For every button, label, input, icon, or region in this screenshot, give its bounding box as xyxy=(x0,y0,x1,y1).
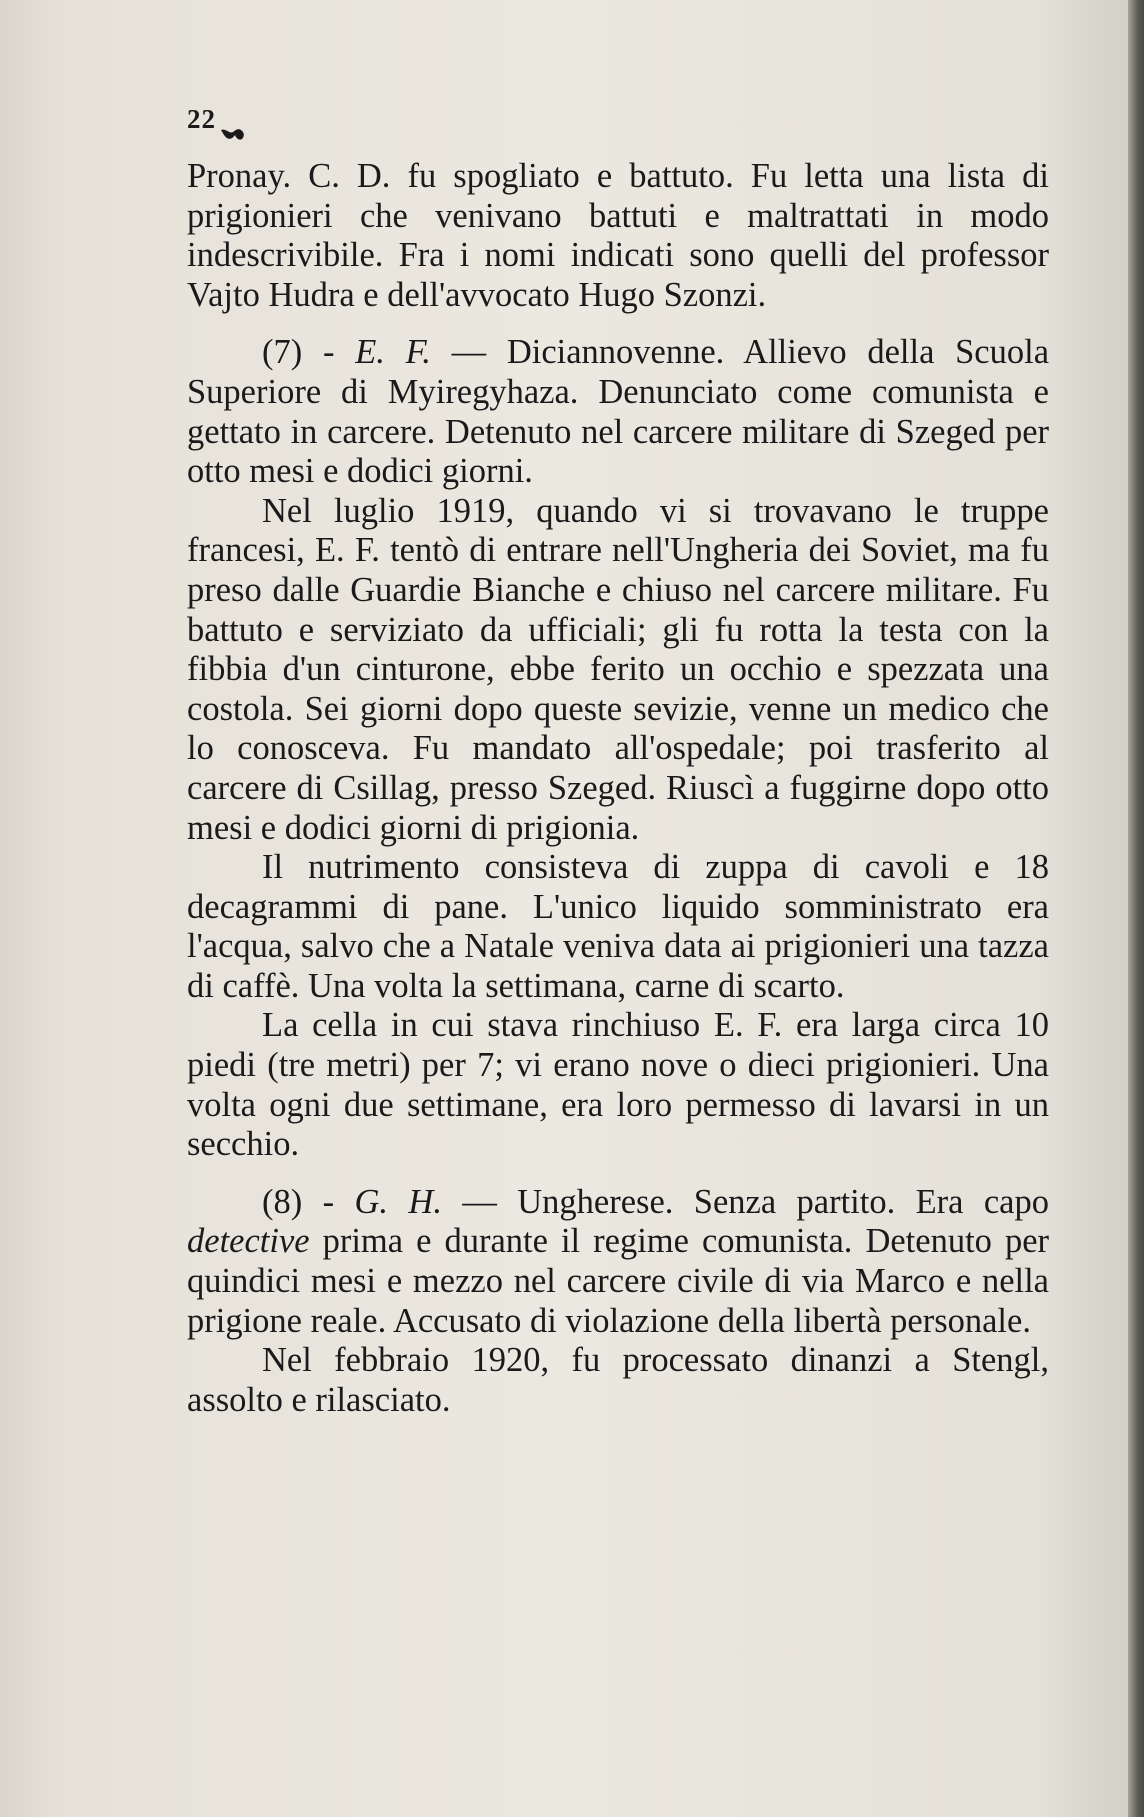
paragraph-2-text: — Diciannovenne. Allievo della Scuola Superiore di Myiregyhaza. Denunciato come comunista e gettato in carcere. Detenuto nel carcere militare di Szeged per otto mesi e dodici giorni. xyxy=(187,333,1050,491)
paragraph-6-text-b: prima e durante il regime comunista. Detenuto per quindici mesi e mezzo nel carcere civile di via Marco e nella prigione reale. Accusato di violazione della libertà personale. xyxy=(187,1222,1049,1340)
page-text xyxy=(187,100,1049,1420)
leaf-ornament-icon xyxy=(220,112,246,128)
paragraph-6 xyxy=(187,1183,1049,1341)
paragraph-3-text: Nel luglio 1919, quando vi si trovavano le truppe francesi, E. F. tentò di entrare nell'Ungheria dei Soviet, ma fu preso dalle Guardie Bianche e chiuso nel carcere militare. Fu battuto e serviziato da ufficiali; gli fu rotta la testa con la fibbia d'un cinturone, ebbe ferito un occhio e spezzata una costola. Sei giorni dopo queste sevizie, venne un medico che lo conosceva. Fu mandato all'ospedale; poi trasferito al carcere di Csillag, presso Szeged. Riuscì a fuggirne dopo otto mesi e dodici giorni di prigionia. xyxy=(187,491,1049,847)
paragraph-1-text: Pronay. C. D. fu spogliato e battuto. Fu letta una lista di prigionieri che venivano battuti e maltrattati in modo indescrivibile. Fra i nomi indicati sono quelli del professor Vajto Hudra e dell'avvocato Hugo Szonzi. xyxy=(187,157,1049,314)
paragraph-6-text-a: — Ungherese. Senza partito. Era capo xyxy=(441,1182,1049,1221)
paragraph-7 xyxy=(187,1341,1049,1420)
paragraph-7-text: Nel febbraio 1920, fu processato dinanzi a Stengl, assolto e rilasciato. xyxy=(187,1341,1049,1419)
entry-initials: G. H. xyxy=(354,1182,442,1221)
paragraph-2 xyxy=(187,333,1049,491)
entry-initials: E. F. xyxy=(355,333,431,372)
paragraph-4 xyxy=(187,848,1049,1006)
paragraph-4-text: Il nutrimento consisteva di zuppa di cavoli e 18 decagrammi di pane. L'unico liquido somministrato era l'acqua, salvo che a Natale veniva data ai prigionieri una tazza di caffè. Una volta la settimana, carne di scarto. xyxy=(187,848,1049,1005)
page-edge-shadow xyxy=(1128,0,1144,1817)
running-head xyxy=(187,100,1049,140)
entry-number: (7) - xyxy=(262,333,356,372)
paragraph-3 xyxy=(187,492,1049,848)
page-number: 22 xyxy=(187,104,216,135)
paragraph-5 xyxy=(187,1006,1049,1164)
paragraph-5-text: La cella in cui stava rinchiuso E. F. era larga circa 10 piedi (tre metri) per 7; vi erano nove o dieci prigionieri. Una volta ogni due settimane, era loro permesso di lavarsi in un secchio. xyxy=(187,1006,1049,1164)
entry-number: (8) - xyxy=(262,1182,355,1221)
paragraph-6-italic: detective xyxy=(187,1222,310,1261)
paragraph-1 xyxy=(187,157,1049,315)
